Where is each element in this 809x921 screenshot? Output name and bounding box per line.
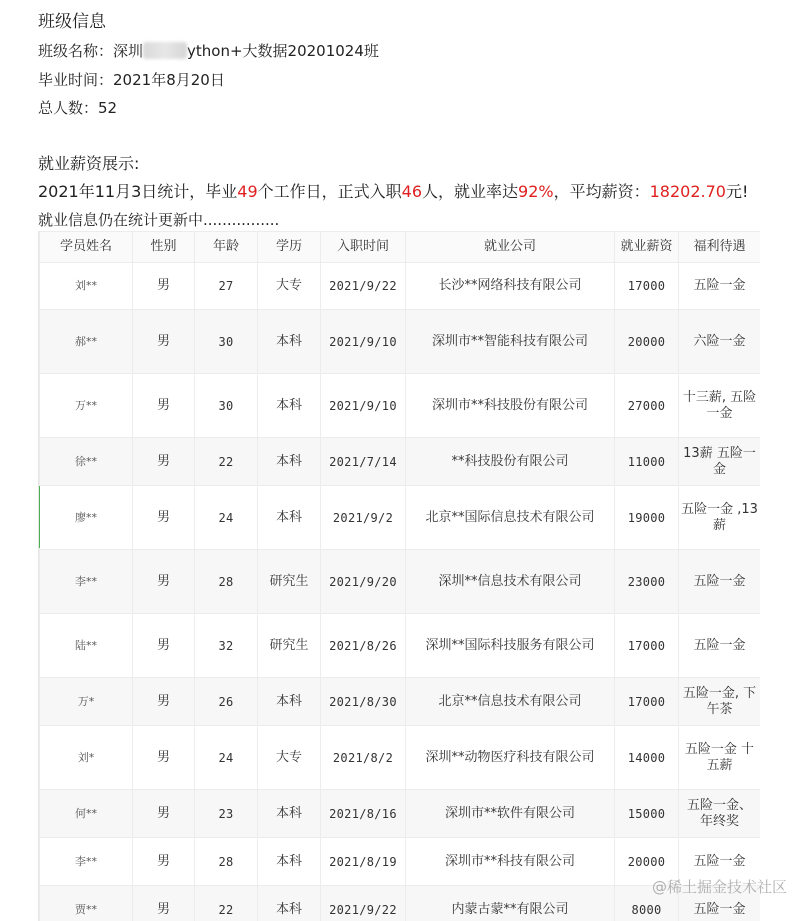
cell-edu: 研究生 bbox=[258, 550, 321, 614]
cell-edu: 本科 bbox=[258, 838, 321, 886]
hired-value: 46 bbox=[402, 182, 422, 201]
cell-benefits: 五险一金 bbox=[679, 550, 761, 614]
cell-benefits: 五险一金、年终奖 bbox=[679, 790, 761, 838]
cell-name: 廖** bbox=[40, 486, 133, 550]
cell-benefits: 十三薪, 五险一金 bbox=[679, 374, 761, 438]
column-header: 就业薪资 bbox=[615, 232, 679, 263]
cell-gender: 男 bbox=[133, 438, 195, 486]
avg-salary-value: 18202.70 bbox=[650, 182, 726, 201]
cell-date: 2021/8/2 bbox=[321, 726, 406, 790]
cell-benefits: 五险一金 bbox=[679, 886, 761, 921]
table-header-row bbox=[40, 232, 761, 263]
cell-name: 徐** bbox=[40, 438, 133, 486]
cell-salary: 19000 bbox=[615, 486, 679, 550]
salary-section-title: 就业薪资展示: bbox=[38, 154, 139, 174]
cell-edu: 大专 bbox=[258, 726, 321, 790]
cell-date: 2021/8/30 bbox=[321, 678, 406, 726]
cell-company: 深圳市**软件有限公司 bbox=[406, 790, 615, 838]
cell-gender: 男 bbox=[133, 550, 195, 614]
table-row bbox=[40, 310, 761, 374]
cell-age: 24 bbox=[195, 486, 258, 550]
cell-salary: 8000 bbox=[615, 886, 679, 921]
total-line bbox=[38, 98, 117, 118]
cell-edu: 本科 bbox=[258, 886, 321, 921]
column-header: 福利待遇 bbox=[679, 232, 761, 263]
cell-name: 万* bbox=[40, 678, 133, 726]
cell-benefits: 五险一金 十五薪 bbox=[679, 726, 761, 790]
cell-age: 27 bbox=[195, 263, 258, 310]
cell-name: 贾** bbox=[40, 886, 133, 921]
cell-name: 何** bbox=[40, 790, 133, 838]
row-accent-bar bbox=[38, 486, 40, 548]
column-header: 学员姓名 bbox=[40, 232, 133, 263]
cell-company: 北京**国际信息技术有限公司 bbox=[406, 486, 615, 550]
class-name-prefix: 深圳 bbox=[113, 42, 143, 60]
cell-date: 2021/9/10 bbox=[321, 310, 406, 374]
cell-age: 30 bbox=[195, 310, 258, 374]
cell-gender: 男 bbox=[133, 838, 195, 886]
cell-edu: 研究生 bbox=[258, 614, 321, 678]
cell-age: 28 bbox=[195, 550, 258, 614]
cell-salary: 20000 bbox=[615, 310, 679, 374]
cell-name: 万** bbox=[40, 374, 133, 438]
table-row bbox=[40, 726, 761, 790]
cell-gender: 男 bbox=[133, 726, 195, 790]
cell-company: **科技股份有限公司 bbox=[406, 438, 615, 486]
cell-gender: 男 bbox=[133, 614, 195, 678]
column-header: 年龄 bbox=[195, 232, 258, 263]
table-row bbox=[40, 374, 761, 438]
cell-edu: 大专 bbox=[258, 263, 321, 310]
cell-salary: 15000 bbox=[615, 790, 679, 838]
cell-gender: 男 bbox=[133, 678, 195, 726]
cell-edu: 本科 bbox=[258, 438, 321, 486]
cell-date: 2021/8/26 bbox=[321, 614, 406, 678]
employment-table bbox=[39, 231, 760, 921]
graduation-label: 毕业时间： bbox=[38, 71, 113, 89]
workdays-value: 49 bbox=[237, 182, 257, 201]
column-header: 入职时间 bbox=[321, 232, 406, 263]
cell-edu: 本科 bbox=[258, 310, 321, 374]
cell-salary: 14000 bbox=[615, 726, 679, 790]
cell-age: 32 bbox=[195, 614, 258, 678]
cell-benefits: 五险一金, 下午茶 bbox=[679, 678, 761, 726]
cell-edu: 本科 bbox=[258, 790, 321, 838]
cell-age: 24 bbox=[195, 726, 258, 790]
cell-company: 深圳市**智能科技有限公司 bbox=[406, 310, 615, 374]
cell-gender: 男 bbox=[133, 310, 195, 374]
table-row bbox=[40, 438, 761, 486]
class-name-suffix: ython+大数据20201024班 bbox=[187, 42, 379, 60]
cell-name: 陆** bbox=[40, 614, 133, 678]
cell-edu: 本科 bbox=[258, 678, 321, 726]
table-row bbox=[40, 486, 761, 550]
table-row bbox=[40, 614, 761, 678]
cell-benefits: 五险一金 ,13薪 bbox=[679, 486, 761, 550]
cell-gender: 男 bbox=[133, 790, 195, 838]
column-header: 就业公司 bbox=[406, 232, 615, 263]
cell-gender: 男 bbox=[133, 486, 195, 550]
blurred-region bbox=[143, 42, 187, 59]
cell-date: 2021/8/16 bbox=[321, 790, 406, 838]
cell-age: 26 bbox=[195, 678, 258, 726]
cell-name: 刘** bbox=[40, 263, 133, 310]
cell-benefits: 13薪 五险一金 bbox=[679, 438, 761, 486]
total-value: 52 bbox=[98, 99, 117, 117]
cell-salary: 11000 bbox=[615, 438, 679, 486]
cell-salary: 17000 bbox=[615, 678, 679, 726]
cell-gender: 男 bbox=[133, 886, 195, 921]
cell-date: 2021/9/2 bbox=[321, 486, 406, 550]
cell-edu: 本科 bbox=[258, 374, 321, 438]
cell-age: 22 bbox=[195, 438, 258, 486]
class-name-line bbox=[38, 41, 379, 61]
cell-gender: 男 bbox=[133, 263, 195, 310]
cell-benefits: 五险一金 bbox=[679, 614, 761, 678]
table-row bbox=[40, 678, 761, 726]
total-label: 总人数： bbox=[38, 99, 98, 117]
cell-date: 2021/9/22 bbox=[321, 263, 406, 310]
cell-gender: 男 bbox=[133, 374, 195, 438]
cell-company: 深圳**信息技术有限公司 bbox=[406, 550, 615, 614]
watermark: @稀土掘金技术社区 bbox=[652, 876, 787, 897]
cell-company: 深圳**动物医疗科技有限公司 bbox=[406, 726, 615, 790]
salary-stats-line bbox=[38, 182, 748, 202]
cell-date: 2021/7/14 bbox=[321, 438, 406, 486]
cell-company: 深圳**国际科技服务有限公司 bbox=[406, 614, 615, 678]
table-row bbox=[40, 790, 761, 838]
cell-name: 刘* bbox=[40, 726, 133, 790]
class-name-label: 班级名称： bbox=[38, 42, 113, 60]
rate-value: 92% bbox=[518, 182, 554, 201]
cell-company: 长沙**网络科技有限公司 bbox=[406, 263, 615, 310]
cell-date: 2021/9/22 bbox=[321, 886, 406, 921]
cell-benefits: 五险一金 bbox=[679, 263, 761, 310]
column-header: 学历 bbox=[258, 232, 321, 263]
cell-benefits: 六险一金 bbox=[679, 310, 761, 374]
cell-age: 23 bbox=[195, 790, 258, 838]
employment-table-wrap bbox=[38, 231, 760, 921]
cell-age: 22 bbox=[195, 886, 258, 921]
table-body bbox=[40, 263, 761, 921]
cell-salary: 17000 bbox=[615, 263, 679, 310]
stat-mid-1: 个工作日，正式入职 bbox=[258, 182, 402, 201]
graduation-line bbox=[38, 70, 225, 90]
table-row bbox=[40, 550, 761, 614]
cell-salary: 27000 bbox=[615, 374, 679, 438]
cell-salary: 23000 bbox=[615, 550, 679, 614]
cell-name: 李** bbox=[40, 550, 133, 614]
cell-company: 内蒙古蒙**有限公司 bbox=[406, 886, 615, 921]
table-row bbox=[40, 263, 761, 310]
cell-name: 郝** bbox=[40, 310, 133, 374]
cell-salary: 17000 bbox=[615, 614, 679, 678]
stat-prefix: 2021年11月3日统计，毕业 bbox=[38, 182, 237, 201]
cell-date: 2021/8/19 bbox=[321, 838, 406, 886]
cell-edu: 本科 bbox=[258, 486, 321, 550]
cell-benefits: 五险一金 bbox=[679, 838, 761, 886]
stat-mid-2: 人，就业率达 bbox=[422, 182, 518, 201]
cell-date: 2021/9/20 bbox=[321, 550, 406, 614]
cell-age: 28 bbox=[195, 838, 258, 886]
cell-company: 深圳市**科技股份有限公司 bbox=[406, 374, 615, 438]
page-title: 班级信息 bbox=[38, 12, 106, 32]
cell-company: 北京**信息技术有限公司 bbox=[406, 678, 615, 726]
cell-company: 深圳市**科技有限公司 bbox=[406, 838, 615, 886]
cell-age: 30 bbox=[195, 374, 258, 438]
stat-mid-3: ，平均薪资： bbox=[554, 182, 650, 201]
cell-date: 2021/9/10 bbox=[321, 374, 406, 438]
graduation-value: 2021年8月20日 bbox=[113, 71, 225, 89]
stat-suffix: 元! bbox=[726, 182, 748, 201]
cell-name: 李** bbox=[40, 838, 133, 886]
updating-note: 就业信息仍在统计更新中................ bbox=[38, 210, 279, 230]
cell-salary: 20000 bbox=[615, 838, 679, 886]
column-header: 性别 bbox=[133, 232, 195, 263]
